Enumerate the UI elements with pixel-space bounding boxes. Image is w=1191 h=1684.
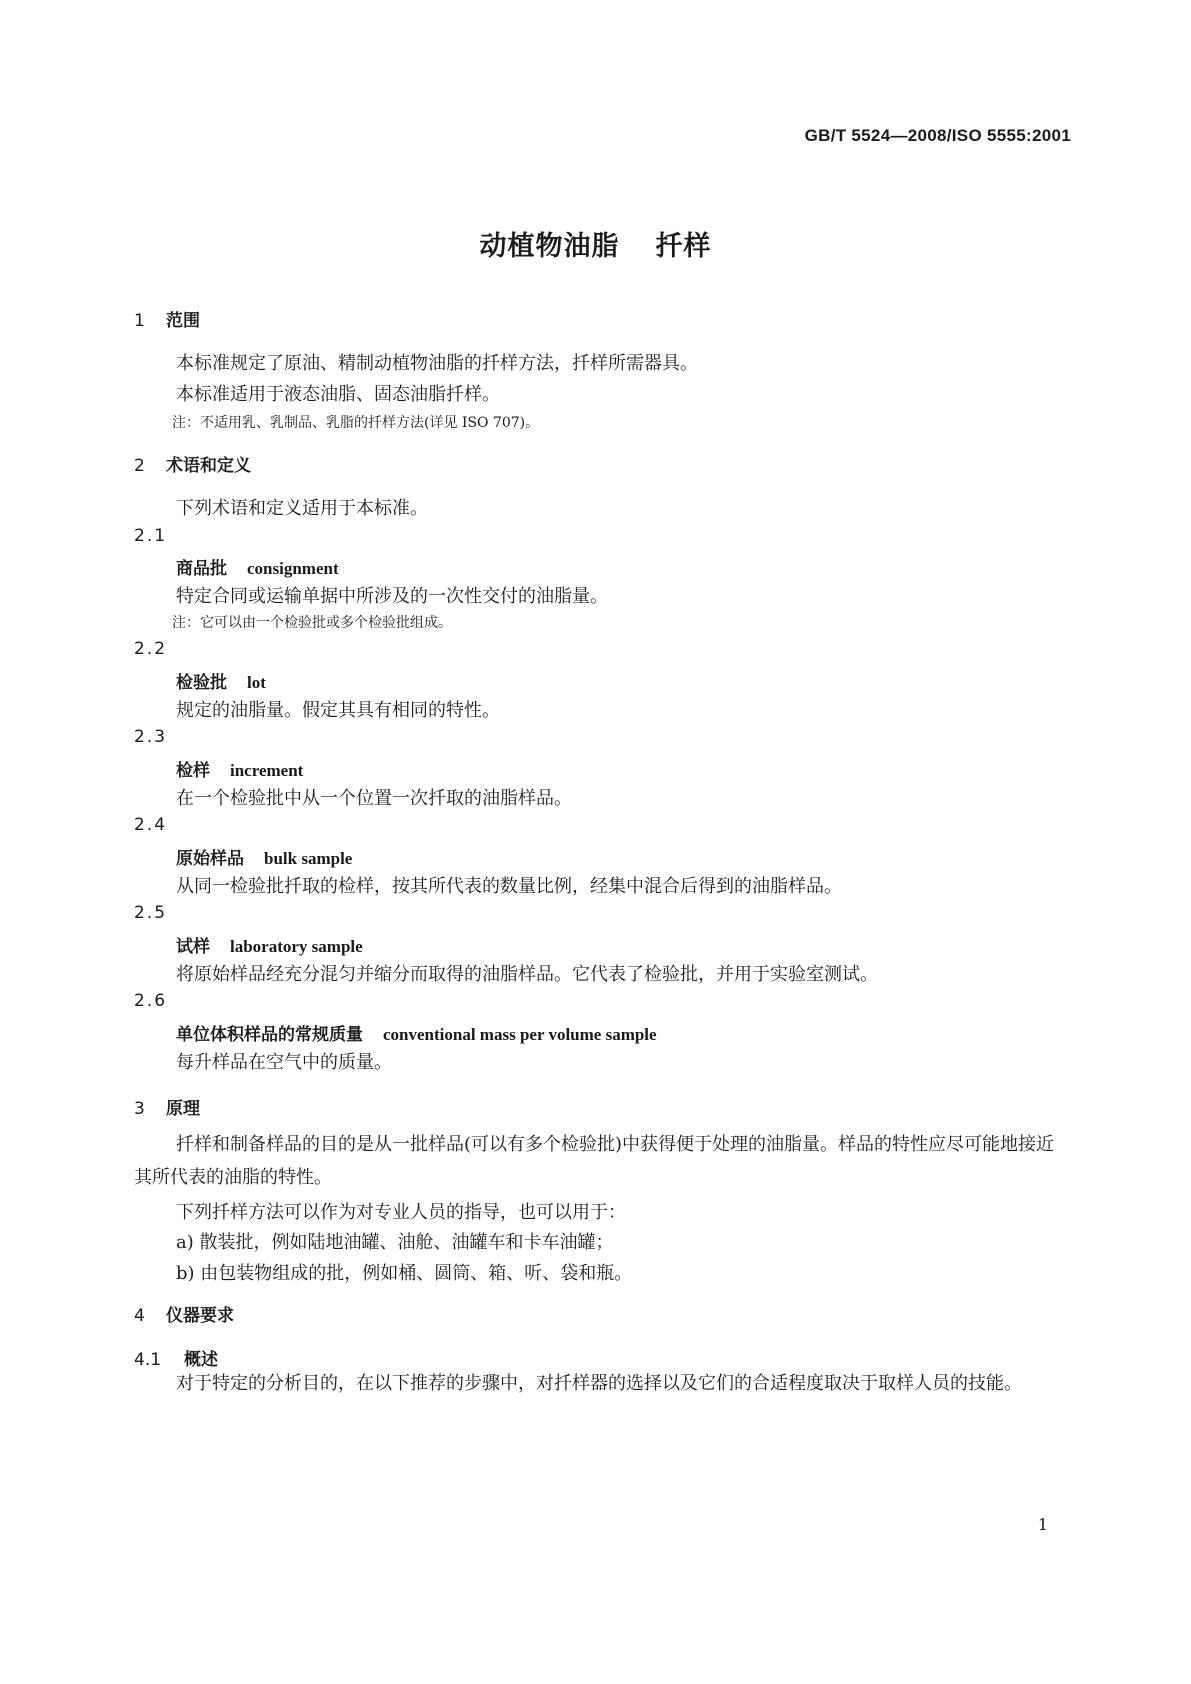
term-zh: 单位体积样品的常规质量 bbox=[176, 1025, 363, 1045]
list-item: a) 散装批，例如陆地油罐、油舱、油罐车和卡车油罐； bbox=[176, 1232, 614, 1253]
section-3-heading bbox=[134, 1094, 200, 1119]
term-zh: 检样 bbox=[176, 761, 210, 781]
clause-number: 2.6 bbox=[134, 991, 168, 1011]
term-en: laboratory sample bbox=[230, 937, 363, 956]
section-title: 术语和定义 bbox=[166, 456, 251, 476]
clause-number: 2.1 bbox=[134, 526, 168, 546]
section-1-heading bbox=[134, 306, 200, 331]
document-title bbox=[0, 224, 1191, 263]
clause-number: 2.4 bbox=[134, 815, 168, 835]
term-zh: 商品批 bbox=[176, 559, 227, 579]
term-en: conventional mass per volume sample bbox=[383, 1025, 657, 1044]
section-4-heading bbox=[134, 1301, 234, 1326]
term-heading bbox=[176, 932, 363, 957]
term-zh: 原始样品 bbox=[176, 849, 244, 869]
clause-number: 2.5 bbox=[134, 903, 168, 923]
section-3-para-2: 下列扦样方法可以作为对专业人员的指导，也可以用于： bbox=[176, 1202, 626, 1223]
term-definition: 在一个检验批中从一个位置一次扦取的油脂样品。 bbox=[176, 788, 572, 809]
section-2-heading bbox=[134, 451, 251, 476]
term-note: 注：它可以由一个检验批或多个检验批组成。 bbox=[172, 615, 452, 631]
term-heading bbox=[176, 554, 339, 579]
term-zh: 试样 bbox=[176, 937, 210, 957]
page-number: 1 bbox=[1037, 1515, 1048, 1534]
term-definition: 每升样品在空气中的质量。 bbox=[176, 1052, 392, 1073]
term-zh: 检验批 bbox=[176, 673, 227, 693]
section-title: 原理 bbox=[166, 1099, 200, 1119]
standard-code: GB/T 5524—2008/ISO 5555:2001 bbox=[804, 126, 1071, 145]
section-number: 3 bbox=[134, 1099, 145, 1119]
term-heading bbox=[176, 668, 266, 693]
section-number: 2 bbox=[134, 456, 145, 476]
title-part-2: 扦样 bbox=[655, 231, 712, 262]
section-3-para-1: 扦样和制备样品的目的是从一批样品(可以有多个检验批)中获得便于处理的油脂量。样品的特性应尽可能地接近其所代表的油脂的特性。 bbox=[134, 1134, 1055, 1188]
term-en: lot bbox=[247, 673, 266, 692]
term-definition: 特定合同或运输单据中所涉及的一次性交付的油脂量。 bbox=[176, 586, 608, 607]
subsection-title: 概述 bbox=[184, 1350, 218, 1370]
subsection-number: 4.1 bbox=[134, 1350, 162, 1370]
section-title: 仪器要求 bbox=[166, 1306, 234, 1326]
section-4-1-para: 对于特定的分析目的，在以下推荐的步骤中，对扦样器的选择以及它们的合适程度取决于取样人员的技能。 bbox=[176, 1373, 1022, 1394]
section-number: 4 bbox=[134, 1306, 145, 1326]
term-en: increment bbox=[230, 761, 304, 780]
list-item: b) 由包装物组成的批，例如桶、圆筒、箱、听、袋和瓶。 bbox=[176, 1263, 633, 1284]
title-part-1: 动植物油脂 bbox=[479, 231, 620, 262]
term-heading bbox=[176, 1020, 657, 1045]
section-1-para-1: 本标准规定了原油、精制动植物油脂的扦样方法，扦样所需器具。 bbox=[176, 353, 698, 374]
term-heading bbox=[176, 844, 352, 869]
section-title: 范围 bbox=[166, 311, 200, 331]
section-2-intro: 下列术语和定义适用于本标准。 bbox=[176, 498, 428, 519]
section-1-para-2: 本标准适用于液态油脂、固态油脂扦样。 bbox=[176, 384, 500, 405]
term-heading bbox=[176, 756, 303, 781]
section-number: 1 bbox=[134, 311, 145, 331]
term-definition: 从同一检验批扦取的检样，按其所代表的数量比例，经集中混合后得到的油脂样品。 bbox=[176, 876, 842, 897]
section-1-note: 注：不适用乳、乳制品、乳脂的扦样方法(详见 ISO 707)。 bbox=[172, 415, 540, 431]
term-en: consignment bbox=[247, 559, 339, 578]
term-definition: 规定的油脂量。假定其具有相同的特性。 bbox=[176, 700, 500, 721]
term-en: bulk sample bbox=[264, 849, 353, 868]
clause-number: 2.3 bbox=[134, 727, 168, 747]
clause-number: 2.2 bbox=[134, 639, 168, 659]
term-definition: 将原始样品经充分混匀并缩分而取得的油脂样品。它代表了检验批，并用于实验室测试。 bbox=[176, 964, 878, 985]
